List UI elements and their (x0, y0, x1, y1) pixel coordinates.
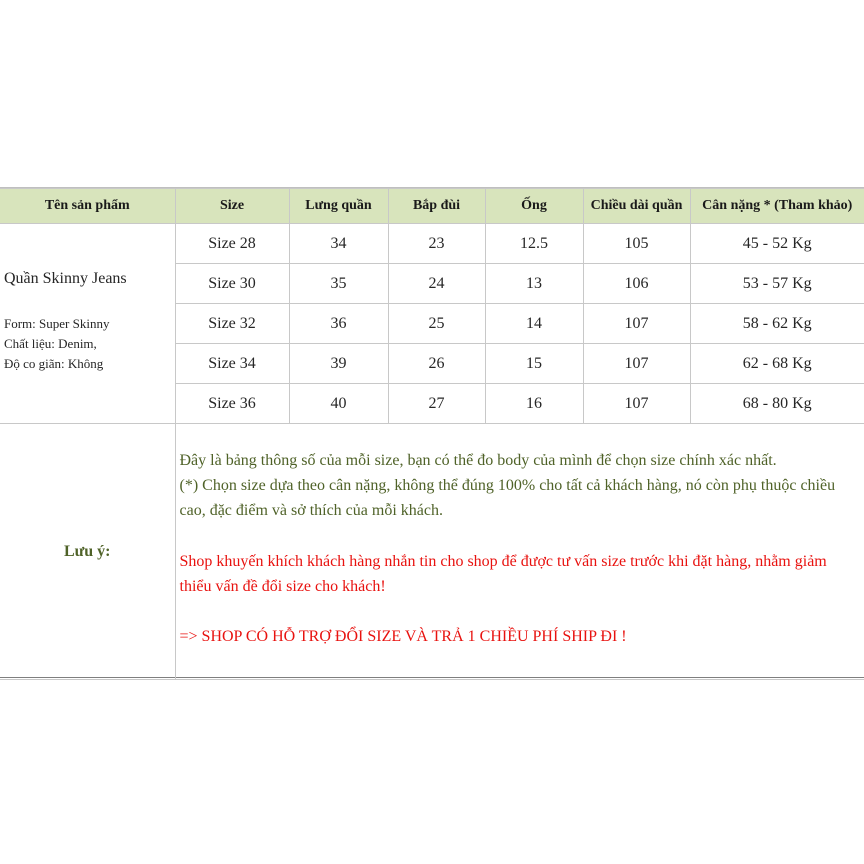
table-row (0, 224, 864, 264)
cell-size: Size 34 (175, 344, 289, 384)
cell-length: 106 (583, 264, 690, 304)
cell-waist: 40 (289, 384, 388, 424)
note-line-weight: (*) Chọn size dựa theo cân nặng, không thể đúng 100% cho tất cả khách hàng, nó còn phụ thuộc chiều cao, đặc điểm và sở thích của mỗi khách. (179, 477, 836, 519)
product-stretch: Độ co giãn: Không (4, 356, 104, 371)
cell-waist: 36 (289, 304, 388, 344)
note-line-exchange: => SHOP CÓ HỖ TRỢ ĐỔI SIZE VÀ TRẢ 1 CHIỀU PHÍ SHIP ĐI ! (179, 628, 627, 645)
cell-size: Size 36 (175, 384, 289, 424)
size-chart (0, 187, 864, 678)
header-thigh: Bắp đùi (388, 189, 485, 224)
note-line-measure: Đây là bảng thông số của mỗi size, bạn có thể đo body của mình để chọn size chính xác nhất. (179, 452, 777, 469)
product-form: Form: Super Skinny (4, 316, 110, 331)
cell-waist: 34 (289, 224, 388, 264)
cell-weight: 45 - 52 Kg (690, 224, 864, 264)
cell-leg-opening: 16 (485, 384, 583, 424)
header-length: Chiều dài quần (583, 189, 690, 224)
cell-weight: 53 - 57 Kg (690, 264, 864, 304)
note-body (175, 424, 864, 680)
product-material: Chất liệu: Denim, (4, 336, 97, 351)
cell-weight: 62 - 68 Kg (690, 344, 864, 384)
cell-leg-opening: 15 (485, 344, 583, 384)
header-leg-opening: Ống (485, 189, 583, 224)
header-size: Size (175, 189, 289, 224)
cell-leg-opening: 14 (485, 304, 583, 344)
cell-thigh: 24 (388, 264, 485, 304)
note-row (0, 424, 864, 680)
cell-thigh: 27 (388, 384, 485, 424)
header-weight: Cân nặng * (Tham khảo) (690, 189, 864, 224)
cell-weight: 68 - 80 Kg (690, 384, 864, 424)
cell-waist: 39 (289, 344, 388, 384)
cell-size: Size 28 (175, 224, 289, 264)
cell-thigh: 26 (388, 344, 485, 384)
cell-size: Size 30 (175, 264, 289, 304)
cell-length: 107 (583, 304, 690, 344)
note-line-advice: Shop khuyến khích khách hàng nhắn tin cho shop để được tư vấn size trước khi đặt hàng, nhằm giảm thiểu vấn đề đổi size cho khách! (179, 553, 827, 595)
cell-leg-opening: 12.5 (485, 224, 583, 264)
cell-length: 107 (583, 384, 690, 424)
header-waist: Lưng quần (289, 189, 388, 224)
product-info-cell (0, 224, 175, 424)
product-name: Quần Skinny Jeans (4, 270, 127, 287)
cell-weight: 58 - 62 Kg (690, 304, 864, 344)
cell-length: 107 (583, 344, 690, 384)
cell-thigh: 25 (388, 304, 485, 344)
note-label: Lưu ý: (0, 424, 175, 680)
size-table (0, 188, 864, 680)
cell-size: Size 32 (175, 304, 289, 344)
header-product-name: Tên sản phẩm (0, 189, 175, 224)
cell-length: 105 (583, 224, 690, 264)
header-row (0, 189, 864, 224)
cell-leg-opening: 13 (485, 264, 583, 304)
cell-waist: 35 (289, 264, 388, 304)
cell-thigh: 23 (388, 224, 485, 264)
